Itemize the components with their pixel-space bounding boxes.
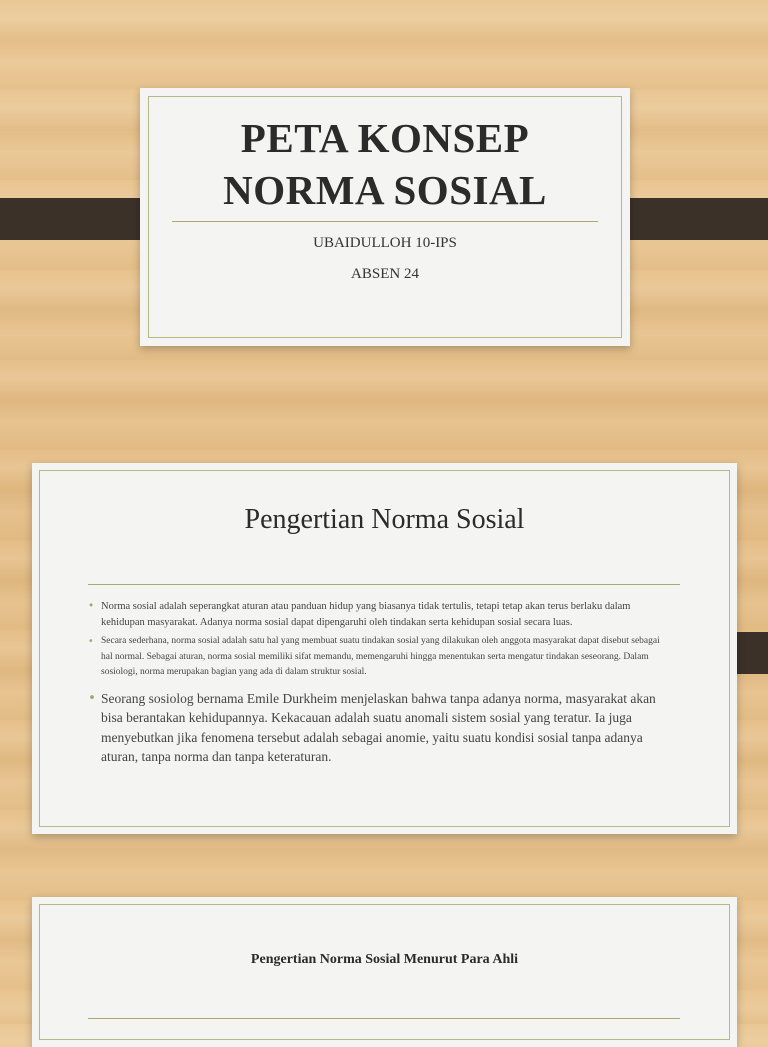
slide1-divider xyxy=(172,221,598,222)
slide1-title-line1: PETA KONSEP xyxy=(240,115,530,161)
bullet-dot-icon: • xyxy=(88,600,95,612)
slide1-card xyxy=(140,88,630,346)
bullet-dot-icon: • xyxy=(88,636,94,647)
slide2-bullet-1-text: Norma sosial adalah seperangkat aturan atau panduan hidup yang biasanya tidak tertulis, tetapi tetap akan terus berlaku dalam kehidupan masyarakat. Adanya norma sosial dapat dipengaruhi oleh tindakan serta kehidupan sosial secara luas. xyxy=(101,601,631,628)
slide2-divider xyxy=(88,584,680,585)
slide2-bullet-1 xyxy=(88,599,670,630)
slide1-left-bar xyxy=(0,198,155,240)
slide2-bullet-2-text: Secara sederhana, norma sosial adalah satu hal yang membuat suatu tindakan sosial yang dilakukan oleh anggota masyarakat dapat disebut sebagai hal normal. Sebagai aturan, norma sosial memiliki sifat memandu, memengaruhi hingga menentukan serta mengatur tindakan seseorang. Dalam sosiologi, norma merupakan bagian yang ada di dalam struktur sosial. xyxy=(101,636,660,677)
slide1-title xyxy=(140,112,630,216)
slide3-card xyxy=(32,897,737,1047)
slide2-bullet-2 xyxy=(88,634,670,681)
slide3-title: Pengertian Norma Sosial Menurut Para Ahli xyxy=(250,952,519,967)
slide3-divider xyxy=(88,1018,680,1019)
slide3-frame xyxy=(39,904,730,1040)
slide1-right-bar xyxy=(613,198,768,240)
slide2-card xyxy=(32,463,737,834)
bullet-dot-icon: • xyxy=(88,689,96,706)
slide1-title-line2: NORMA SOSIAL xyxy=(223,167,547,213)
slide2-bullet-3-text: Seorang sosiolog bernama Emile Durkheim menjelaskan bahwa tanpa adanya norma, masyarakat akan bisa berantakan kehidupannya. Kekacauan adalah suatu anomali sistem sosial yang teratur. Ia juga menyebutkan jika fenomena tersebut adalah sebagai anomie, yaitu suatu kondisi sosial tanpa adanya aturan, tanpa norma dan tanpa keteraturan. xyxy=(101,690,656,764)
slide1-subtitle-line1: UBAIDULLOH 10-IPS xyxy=(313,235,457,251)
slide2-bullet-3 xyxy=(88,689,670,767)
slide1-subtitle-line2: ABSEN 24 xyxy=(351,266,419,282)
slide2-bullet-list xyxy=(88,599,670,767)
slide2-title: Pengertian Norma Sosial xyxy=(244,504,525,535)
